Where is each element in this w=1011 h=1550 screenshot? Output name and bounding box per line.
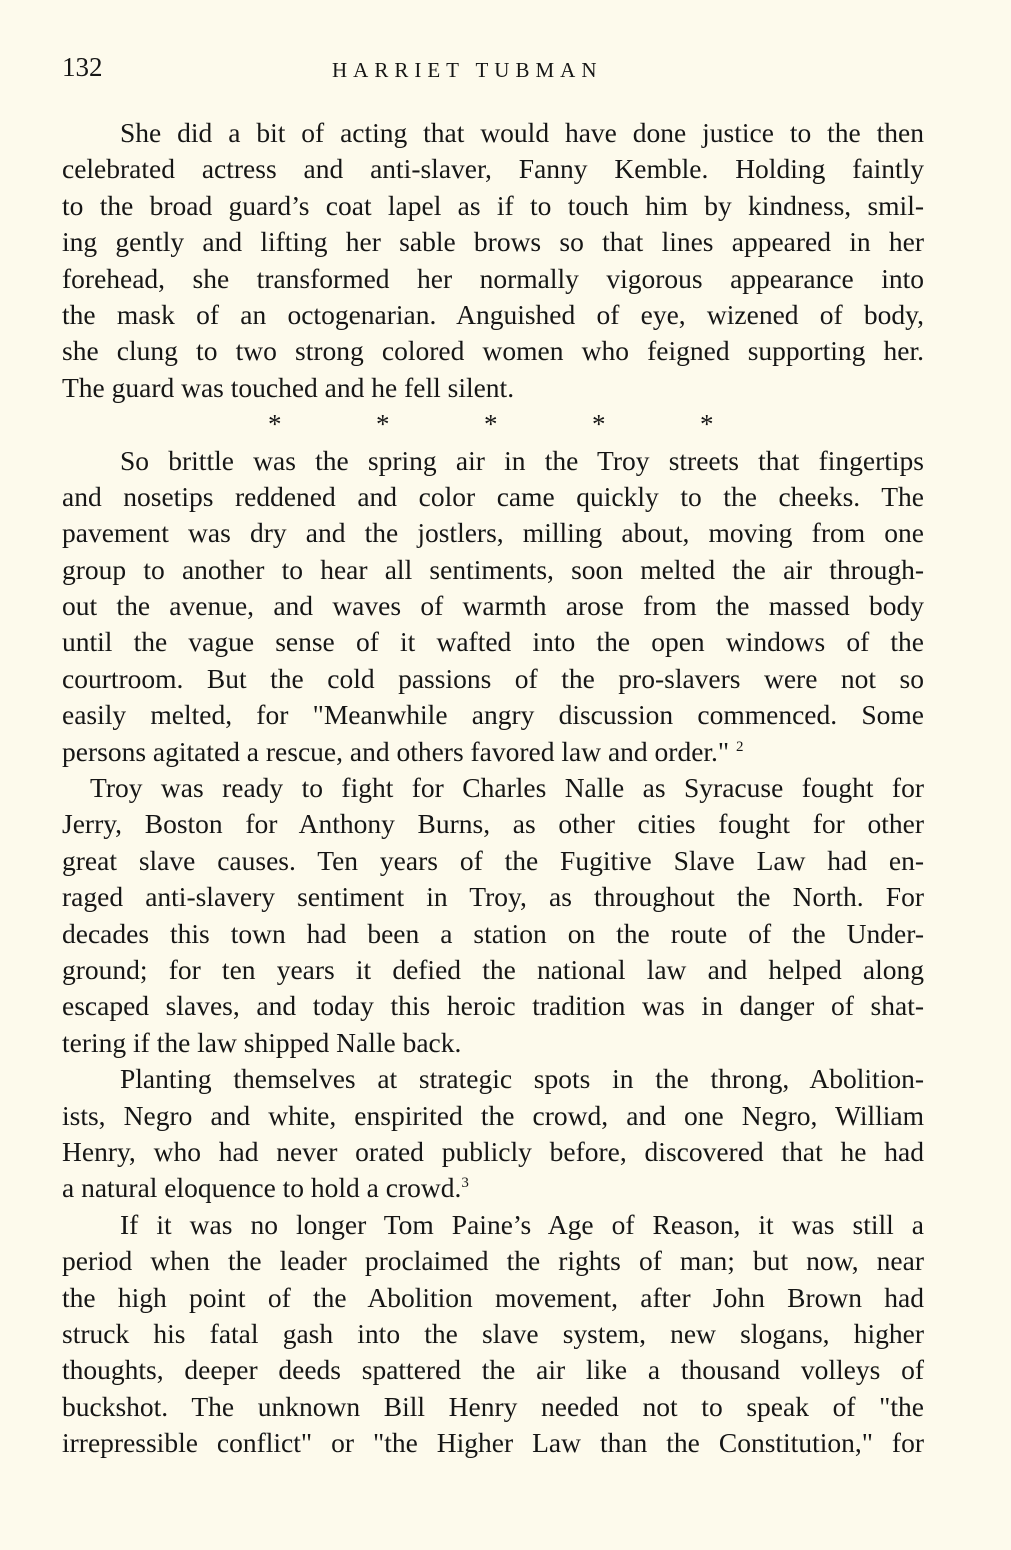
- text-line: escaped slaves, and today this heroic tradition was in danger of shat-: [62, 990, 924, 1022]
- text-line: tering if the law shipped Nalle back.: [62, 1026, 462, 1058]
- text-line: She did a bit of acting that would have done justice to the then: [120, 117, 924, 148]
- text-line: ground; for ten years it defied the national law and helped along: [62, 953, 924, 985]
- text-line: Jerry, Boston for Anthony Burns, as other cities fought for other: [62, 808, 924, 840]
- text-line-content: persons agitated a rescue, and others favored law and order.": [62, 735, 730, 767]
- text-line: So brittle was the spring air in the Troy streets that fingertips: [120, 444, 924, 476]
- running-head: [62, 52, 924, 88]
- paragraph: [62, 443, 924, 771]
- text-line: the mask of an octogenarian. Anguished of eye, wizened of body,: [62, 298, 924, 330]
- text-line: group to another to hear all sentiments, soon melted the air through-: [62, 553, 924, 585]
- footnote-marker: 3: [461, 1175, 469, 1192]
- asterisk: *: [484, 409, 498, 440]
- text-line: ists, Negro and white, enspirited the crowd, and one Negro, William: [62, 1099, 924, 1131]
- text-line: period when the leader proclaimed the rights of man; but now, near: [62, 1245, 924, 1277]
- text-line: forehead, she transformed her normally vigorous appearance into: [62, 262, 924, 294]
- paragraph: [62, 770, 924, 1061]
- text-line: courtroom. But the cold passions of the pro-slavers were not so: [62, 662, 924, 694]
- text-line: to the broad guard’s coat lapel as if to touch him by kindness, smil-: [62, 189, 924, 221]
- text-line: easily melted, for "Meanwhile angry discussion commenced. Some: [62, 699, 924, 731]
- paragraph: [62, 1061, 924, 1207]
- text-line: thoughts, deeper deeds spattered the air like a thousand volleys of: [62, 1354, 924, 1386]
- text-line: struck his fatal gash into the slave system, new slogans, higher: [62, 1317, 924, 1349]
- text-line: The guard was touched and he fell silent.: [62, 371, 515, 403]
- text-line: Henry, who had never orated publicly before, discovered that he had: [62, 1135, 924, 1167]
- text-line: buckshot. The unknown Bill Henry needed not to speak of "the: [62, 1390, 924, 1422]
- text-line: until the vague sense of it wafted into the open windows of the: [62, 626, 924, 658]
- text-line: the high point of the Abolition movement, after John Brown had: [62, 1281, 924, 1313]
- asterisk: *: [268, 409, 282, 440]
- text-line: celebrated actress and anti-slaver, Fanny Kemble. Holding faintly: [62, 153, 924, 185]
- text-line: and nosetips reddened and color came quickly to the cheeks. The: [62, 480, 924, 512]
- body-text: [62, 115, 924, 1461]
- text-line: If it was no longer Tom Paine’s Age of Reason, it was still a: [120, 1208, 924, 1240]
- footnote-marker: 2: [736, 738, 744, 755]
- text-line: great slave causes. Ten years of the Fugitive Slave Law had en-: [62, 844, 924, 876]
- paragraph: [62, 115, 924, 406]
- paragraph: [62, 1207, 924, 1462]
- text-line: she clung to two strong colored women who feigned supporting her.: [62, 335, 924, 367]
- text-line: [62, 1170, 924, 1206]
- running-title: HARRIET TUBMAN: [332, 58, 603, 82]
- asterisk: *: [700, 409, 714, 440]
- asterisk: *: [376, 409, 390, 440]
- text-line: pavement was dry and the jostlers, milling about, moving from one: [62, 517, 924, 549]
- text-line: Planting themselves at strategic spots in the throng, Abolition-: [120, 1063, 924, 1095]
- text-line: [62, 734, 924, 770]
- text-line: ing gently and lifting her sable brows so that lines appeared in her: [62, 226, 924, 258]
- text-line: decades this town had been a station on the route of the Under-: [62, 917, 924, 949]
- page-number: 132: [62, 52, 103, 82]
- text-line: irrepressible conflict" or "the Higher Law than the Constitution," for: [62, 1427, 924, 1459]
- text-line: out the avenue, and waves of warmth arose from the massed body: [62, 590, 924, 622]
- text-line: raged anti-slavery sentiment in Troy, as throughout the North. For: [62, 881, 924, 913]
- asterisk: *: [592, 409, 606, 440]
- text-line: Troy was ready to fight for Charles Nalle as Syracuse fought for: [90, 772, 924, 804]
- text-line-content: a natural eloquence to hold a crowd.: [62, 1172, 462, 1204]
- section-break: [62, 406, 924, 442]
